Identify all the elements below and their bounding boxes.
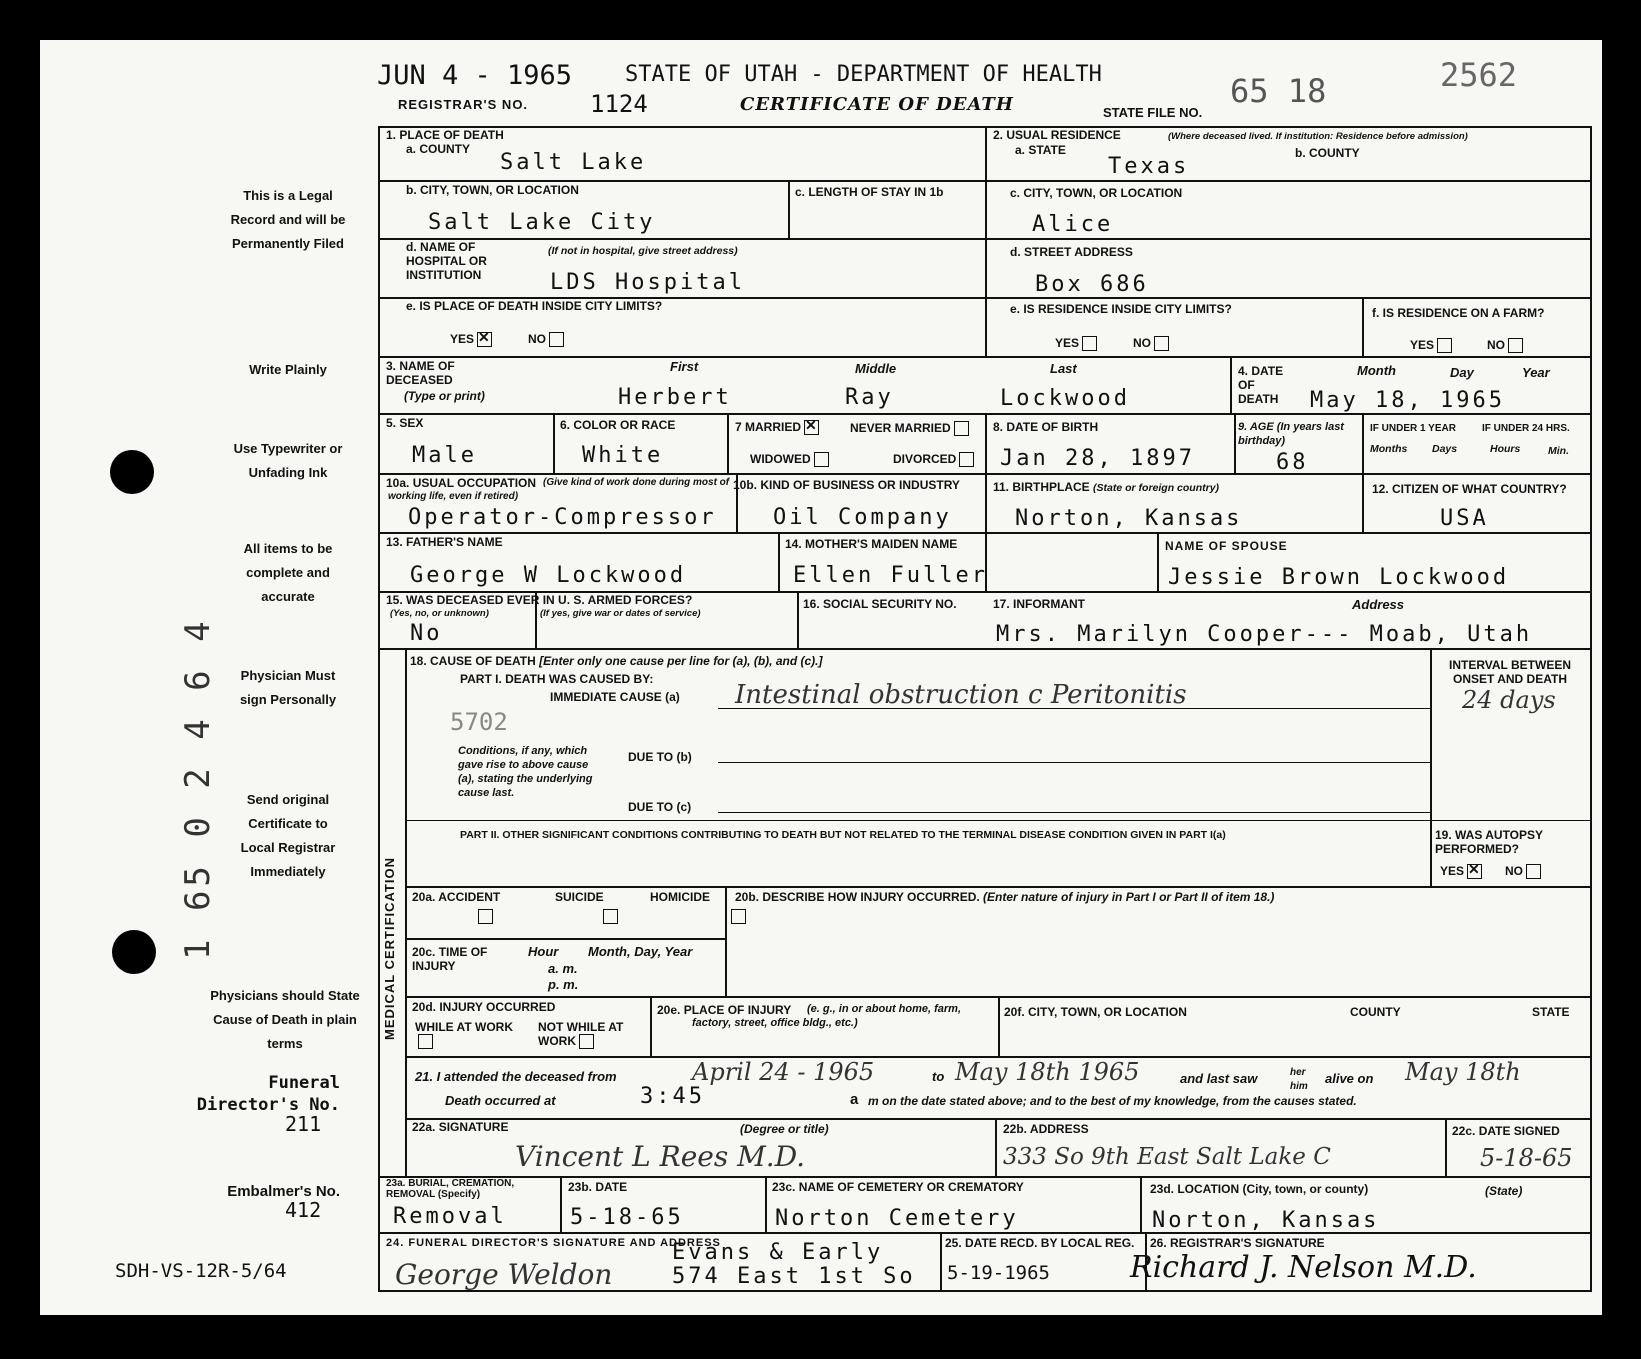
document-title: CERTIFICATE OF DEATH [740, 94, 1014, 115]
rule [985, 126, 987, 356]
location-label: 23d. LOCATION (City, town, or county) [1150, 1182, 1369, 1196]
no-label: NO [1487, 338, 1505, 352]
rule [1362, 297, 1364, 356]
marital-divorced[interactable] [893, 452, 974, 467]
county-label: a. COUNTY [406, 142, 471, 156]
rule [560, 1176, 562, 1232]
cemetery-label: 23c. NAME OF CEMETERY OR CREMATORY [772, 1180, 1024, 1194]
rule [378, 356, 1592, 358]
injury-city-label: 20f. CITY, TOWN, OR LOCATION [1004, 1005, 1187, 1019]
race-label: 6. COLOR OR RACE [560, 418, 676, 432]
checkbox[interactable] [549, 332, 564, 347]
pm-label: p. m. [548, 977, 579, 992]
last-name: Lockwood [1000, 386, 1130, 411]
sidebar-typewriter: Use Typewriter or Unfading Ink [233, 441, 343, 480]
length-of-stay-label: c. LENGTH OF STAY IN 1b [795, 185, 944, 199]
checkbox[interactable] [418, 1034, 433, 1049]
farm-yes[interactable] [1410, 338, 1452, 353]
date-stamp: JUN 4 - 1965 [377, 60, 573, 91]
homicide-label: HOMICIDE [650, 890, 710, 904]
injury-how-label [735, 890, 1274, 904]
birthplace-label-text: 11. BIRTHPLACE [993, 480, 1090, 494]
funeral-director-sig-label: 24. FUNERAL DIRECTOR'S SIGNATURE AND ADDRESS [386, 1237, 721, 1249]
rule [1230, 356, 1232, 413]
hospital-name: LDS Hospital [550, 270, 745, 295]
rule [940, 1232, 942, 1290]
father-label: 13. FATHER'S NAME [386, 535, 503, 549]
place-of-injury-note: (e. g., in or about home, farm, factory, street, office bldg., etc.) [692, 1003, 962, 1029]
residence-county-label: b. COUNTY [1295, 146, 1360, 160]
citizen: USA [1440, 506, 1489, 531]
funeral-director-no: 211 [285, 1112, 322, 1136]
checkbox[interactable] [1082, 336, 1097, 351]
due-to-b-label: DUE TO (b) [628, 750, 692, 764]
married-label: MARRIED [745, 420, 802, 434]
yes-label: YES [1440, 864, 1465, 878]
autopsy-no[interactable] [1505, 864, 1541, 879]
disposition: Removal [393, 1204, 507, 1229]
checkbox[interactable] [1508, 338, 1523, 353]
widowed-label: WIDOWED [750, 452, 811, 466]
autopsy-yes[interactable] [1440, 864, 1482, 879]
rule [725, 886, 727, 996]
attended-label: 21. I attended the deceased from [415, 1069, 617, 1084]
no-label: NO [1133, 336, 1151, 350]
date-signed-label: 22c. DATE SIGNED [1452, 1124, 1560, 1138]
punch-hole-bottom [112, 930, 156, 974]
cemetery: Norton Cemetery [775, 1206, 1019, 1231]
suicide-label: SUICIDE [555, 890, 604, 904]
hour-label: Hour [528, 944, 559, 959]
rule [378, 1232, 1592, 1234]
rule [1234, 413, 1236, 473]
cause-label: 18. CAUSE OF DEATH [410, 654, 536, 668]
death-inside-yes[interactable] [450, 332, 492, 347]
part2-divider [405, 820, 1592, 821]
rule [650, 996, 652, 1056]
rule [765, 1176, 767, 1232]
occupation: Operator-Compressor [408, 505, 717, 530]
not-while-at-work[interactable] [538, 1020, 648, 1049]
date-of-death-label: 4. DATE OF DEATH [1238, 364, 1284, 406]
rule [1430, 648, 1432, 886]
sidebar-items: All items to be complete and accurate [243, 541, 333, 604]
checkbox[interactable] [959, 452, 974, 467]
sidebar-write: Write Plainly [249, 362, 327, 377]
residence-inside-yes[interactable] [1055, 336, 1097, 351]
yes-label: YES [450, 332, 475, 346]
rule [405, 648, 407, 1176]
checkbox-checked[interactable] [804, 420, 819, 435]
physician-address-label: 22b. ADDRESS [1003, 1122, 1089, 1136]
residence-inside-label: e. IS RESIDENCE INSIDE CITY LIMITS? [1010, 302, 1232, 316]
registrar-sig-label: 26. REGISTRAR'S SIGNATURE [1150, 1236, 1325, 1250]
registrar-signature: Richard J. Nelson M.D. [1130, 1250, 1477, 1285]
checkbox-checked[interactable] [477, 332, 492, 347]
alive-on: May 18th [1405, 1058, 1521, 1086]
am-label: a. m. [548, 961, 578, 976]
vertical-serial: 1 65 0 2 4 6 4 [178, 617, 218, 960]
yes-label: YES [1055, 336, 1080, 350]
interval: 24 days [1462, 686, 1556, 714]
interval-label: INTERVAL BETWEEN ONSET AND DEATH [1448, 658, 1571, 686]
rule [405, 886, 1592, 888]
registrars-no: 1124 [590, 90, 648, 118]
burial-date: 5-18-65 [570, 1205, 684, 1230]
rule [1445, 1118, 1447, 1176]
mdy-label: Month, Day, Year [588, 944, 693, 959]
business: Oil Company [773, 505, 952, 530]
place-of-injury-label: 20e. PLACE OF INJURY [657, 1003, 792, 1017]
rule [1590, 126, 1592, 1290]
farm-no[interactable] [1487, 338, 1523, 353]
last-saw-label: and last saw [1180, 1071, 1258, 1086]
immediate-cause-label: IMMEDIATE CAUSE (a) [550, 690, 680, 704]
hours-label: Hours [1490, 443, 1521, 455]
street-address-label: d. STREET ADDRESS [1010, 245, 1133, 259]
rule [778, 532, 780, 591]
injury-state-label: STATE [1532, 1005, 1570, 1019]
to-label: to [932, 1069, 945, 1084]
sidebar-legal: This is a Legal Record and will be Permanently Filed [230, 188, 346, 251]
armed-forces-label: 15. WAS DECEASED EVER IN U. S. ARMED FORCES? [386, 593, 693, 607]
funeral-firm: Evans & Early [672, 1240, 884, 1265]
embalmer-label: Embalmer's No. [227, 1183, 340, 1200]
due-to-c-label: DUE TO (c) [628, 800, 692, 814]
informant: Mrs. Marilyn Cooper--- Moab, Utah [996, 622, 1533, 647]
sidebar-physicians-should: Physicians should State Cause of Death in plain terms [210, 988, 360, 1051]
conditions-label: Conditions, if any, which gave rise to above cause (a), stating the underlying cause last. [458, 745, 593, 799]
death-county: Salt Lake [500, 150, 647, 175]
date-signed: 5-18-65 [1480, 1144, 1573, 1172]
agency-name: STATE OF UTAH - DEPARTMENT OF HEALTH [625, 62, 1102, 87]
medical-certification-label: MEDICAL CERTIFICATION [382, 856, 397, 1040]
inside-limits-label: e. IS PLACE OF DEATH INSIDE CITY LIMITS? [406, 299, 663, 313]
rule [405, 1118, 1592, 1120]
ssn-label: 16. SOCIAL SECURITY NO. [803, 597, 957, 611]
race: White [582, 443, 664, 468]
burial-location: Norton, Kansas [1152, 1208, 1380, 1233]
rule [995, 1118, 997, 1176]
signature-label: 22a. SIGNATURE [412, 1120, 509, 1134]
while-at-work[interactable] [415, 1020, 515, 1049]
while-at-work-label: WHILE AT WORK [415, 1020, 513, 1034]
accident-label: 20a. ACCIDENT [412, 890, 501, 904]
degree-label: (Degree or title) [740, 1122, 829, 1136]
deceased-name-note: (Type or print) [404, 389, 485, 403]
cause-line-c [718, 812, 1430, 813]
street-address: Box 686 [1035, 272, 1149, 297]
embalmer-no: 412 [285, 1198, 322, 1222]
registrars-no-label: REGISTRAR'S NO. [398, 97, 529, 112]
marital-widowed[interactable] [750, 452, 829, 467]
cause-code: 5702 [450, 708, 508, 736]
hospital-label: d. NAME OF HOSPITAL OR INSTITUTION [406, 240, 487, 282]
under-1-year-label: IF UNDER 1 YEAR [1370, 423, 1456, 434]
birthplace: Norton, Kansas [1015, 506, 1243, 531]
rule [378, 126, 380, 1290]
homicide-checkbox[interactable] [731, 909, 746, 924]
marital-married[interactable]: 7 MARRIED✕ [735, 420, 819, 435]
mother-label: 14. MOTHER'S MAIDEN NAME [785, 537, 958, 551]
funeral-director-signature: George Weldon [395, 1258, 613, 1291]
physician-signature: Vincent L Rees M.D. [515, 1140, 806, 1173]
suicide-checkbox[interactable] [603, 909, 618, 924]
location-state-label: (State) [1485, 1184, 1523, 1198]
rule [378, 648, 1592, 650]
part1-label: PART I. DEATH WAS CAUSED BY: [460, 672, 654, 686]
last-name-label: Last [1050, 361, 1077, 376]
residence-state: Texas [1108, 154, 1190, 179]
armed-forces-note: (Yes, no, or unknown) [390, 608, 489, 619]
occupation-note: (Give kind of work done during most of working life, even if retired) [388, 477, 730, 502]
under-24-hrs-label: IF UNDER 24 HRS. [1482, 423, 1570, 434]
rule [405, 938, 725, 940]
birthplace-note: (State or foreign country) [1093, 482, 1220, 494]
date-of-birth: Jan 28, 1897 [1000, 446, 1195, 471]
state-file-number: 2562 [1440, 56, 1518, 94]
time-of-death: 3:45 [640, 1084, 705, 1109]
not-while-at-work-label: NOT WHILE AT WORK [538, 1020, 624, 1048]
alive-on-label: alive on [1325, 1071, 1374, 1086]
death-city: Salt Lake City [428, 210, 656, 235]
time-of-injury-label: 20c. TIME OF INJURY [412, 945, 488, 973]
date-of-death: May 18, 1965 [1310, 388, 1505, 413]
business-label: 10b. KIND OF BUSINESS OR INDUSTRY [733, 478, 960, 492]
date-received-label: 25. DATE RECD. BY LOCAL REG. [945, 1236, 1135, 1250]
sidebar-send: Send original Certificate to Local Registrar Immediately [240, 792, 336, 879]
first-name: Herbert [618, 385, 732, 410]
checkbox[interactable] [1526, 864, 1541, 879]
date-received: 5-19-1965 [947, 1262, 1050, 1284]
rule [553, 413, 555, 473]
rule [727, 413, 729, 473]
citizen-label: 12. CITIZEN OF WHAT COUNTRY? [1372, 482, 1567, 496]
rule [1362, 413, 1364, 532]
attended-to: May 18th 1965 [955, 1058, 1140, 1086]
her-him-label: her him [1290, 1067, 1308, 1092]
punch-hole-top [110, 450, 154, 494]
attended-from: April 24 - 1965 [692, 1058, 875, 1086]
never-married-label: NEVER MARRIED [850, 421, 951, 435]
occurred-at-label: Death occurred at [445, 1093, 556, 1108]
funeral-director-label: Funeral Director's No. [196, 1073, 340, 1115]
rule [1157, 532, 1159, 591]
divorced-label: DIVORCED [893, 452, 957, 466]
disposition-label: 23a. BURIAL, CREMATION, REMOVAL (Specify) [386, 1178, 515, 1200]
cause-line-b [718, 762, 1430, 763]
months-label: Months [1370, 443, 1408, 455]
rule [788, 180, 790, 238]
form-number: SDH-VS-12R-5/64 [115, 1260, 287, 1282]
no-label: NO [1505, 864, 1523, 878]
cause-note: [Enter only one cause per line for (a), (b), and (c).] [539, 654, 823, 668]
immediate-cause: Intestinal obstruction c Peritonitis [735, 680, 1187, 710]
cause-of-death-label [410, 654, 823, 668]
residence-state-label: a. STATE [1015, 143, 1066, 157]
first-name-label: First [670, 359, 699, 374]
hospital-note: (If not in hospital, give street address) [548, 245, 738, 257]
injury-how-text: 20b. DESCRIBE HOW INJURY OCCURRED. [735, 890, 980, 904]
checkbox-checked[interactable] [1467, 864, 1482, 879]
sidebar-physician: Physician Must sign Personally [239, 668, 337, 707]
marital-never-married[interactable] [850, 421, 969, 436]
day-label: Day [1450, 365, 1474, 380]
armed-forces-note-2: (If yes, give war or dates of service) [540, 608, 701, 619]
middle-name: Ray [845, 385, 894, 410]
mother-name: Ellen Fuller [793, 563, 988, 588]
burial-date-label: 23b. DATE [568, 1180, 628, 1194]
sex-label: 5. SEX [386, 416, 424, 430]
dob-label: 8. DATE OF BIRTH [993, 420, 1099, 434]
residence-inside-no[interactable] [1133, 336, 1169, 351]
injury-county-label: COUNTY [1350, 1005, 1401, 1019]
yes-label: YES [1410, 338, 1435, 352]
residence-city: Alice [1032, 212, 1114, 237]
city-label: b. CITY, TOWN, OR LOCATION [406, 183, 579, 197]
deceased-name-label: 3. NAME OF DECEASED [386, 359, 455, 387]
checkbox[interactable] [579, 1034, 594, 1049]
part2-label: PART II. OTHER SIGNIFICANT CONDITIONS CONTRIBUTING TO DEATH BUT NOT RELATED TO THE TERMINAL DISEASE CONDITION GIVEN IN PART I(a) [460, 829, 1226, 841]
residence-note: (Where deceased lived. If institution: Residence before admission) [1168, 131, 1468, 142]
state-file-label: STATE FILE NO. [1103, 105, 1203, 120]
place-of-death-label: 1. PLACE OF DEATH [386, 128, 504, 142]
physician-address: 333 So 9th East Salt Lake C [1003, 1144, 1331, 1170]
rule [1140, 1176, 1142, 1232]
usual-residence-label: 2. USUAL RESIDENCE [993, 128, 1121, 142]
age-label: 9. AGE (In years last birthday) [1238, 421, 1344, 447]
farm-label: f. IS RESIDENCE ON A FARM? [1372, 306, 1545, 320]
funeral-address: 574 East 1st So [672, 1264, 916, 1289]
no-label: NO [528, 332, 546, 346]
occupation-label: 10a. USUAL OCCUPATION [386, 476, 537, 490]
accident-checkbox[interactable] [478, 909, 493, 924]
rule [797, 591, 799, 648]
injury-occurred-label: 20d. INJURY OCCURRED [412, 1000, 556, 1014]
spouse-label: NAME OF SPOUSE [1165, 539, 1288, 553]
checkbox[interactable] [814, 452, 829, 467]
am-pm-mark: a [850, 1091, 859, 1108]
spouse-name: Jessie Brown Lockwood [1168, 565, 1510, 590]
middle-name-label: Middle [855, 361, 897, 376]
checkbox[interactable] [1437, 338, 1452, 353]
father-name: George W Lockwood [410, 563, 687, 588]
days-label: Days [1432, 443, 1458, 455]
address-label: Address [1352, 597, 1405, 612]
armed-forces: No [410, 621, 443, 646]
checkbox[interactable] [954, 421, 969, 436]
injury-how-note: (Enter nature of injury in Part I or Part II of item 18.) [983, 890, 1275, 904]
death-inside-no[interactable] [528, 332, 564, 347]
checkbox[interactable] [1154, 336, 1169, 351]
month-label: Month [1357, 363, 1396, 378]
autopsy-label: 19. WAS AUTOPSY PERFORMED? [1435, 828, 1543, 856]
state-file-prefix: 65 18 [1230, 72, 1327, 110]
year-label: Year [1522, 365, 1550, 380]
informant-label: 17. INFORMANT [993, 597, 1086, 611]
attestation-statement: m on the date stated above; and to the best of my knowledge, from the causes stated. [868, 1094, 1357, 1108]
birthplace-label [993, 480, 1219, 495]
sex: Male [412, 443, 477, 468]
min-label: Min. [1548, 445, 1569, 457]
age: 68 [1276, 450, 1309, 475]
rule [998, 996, 1000, 1056]
residence-city-label: c. CITY, TOWN, OR LOCATION [1010, 186, 1183, 200]
